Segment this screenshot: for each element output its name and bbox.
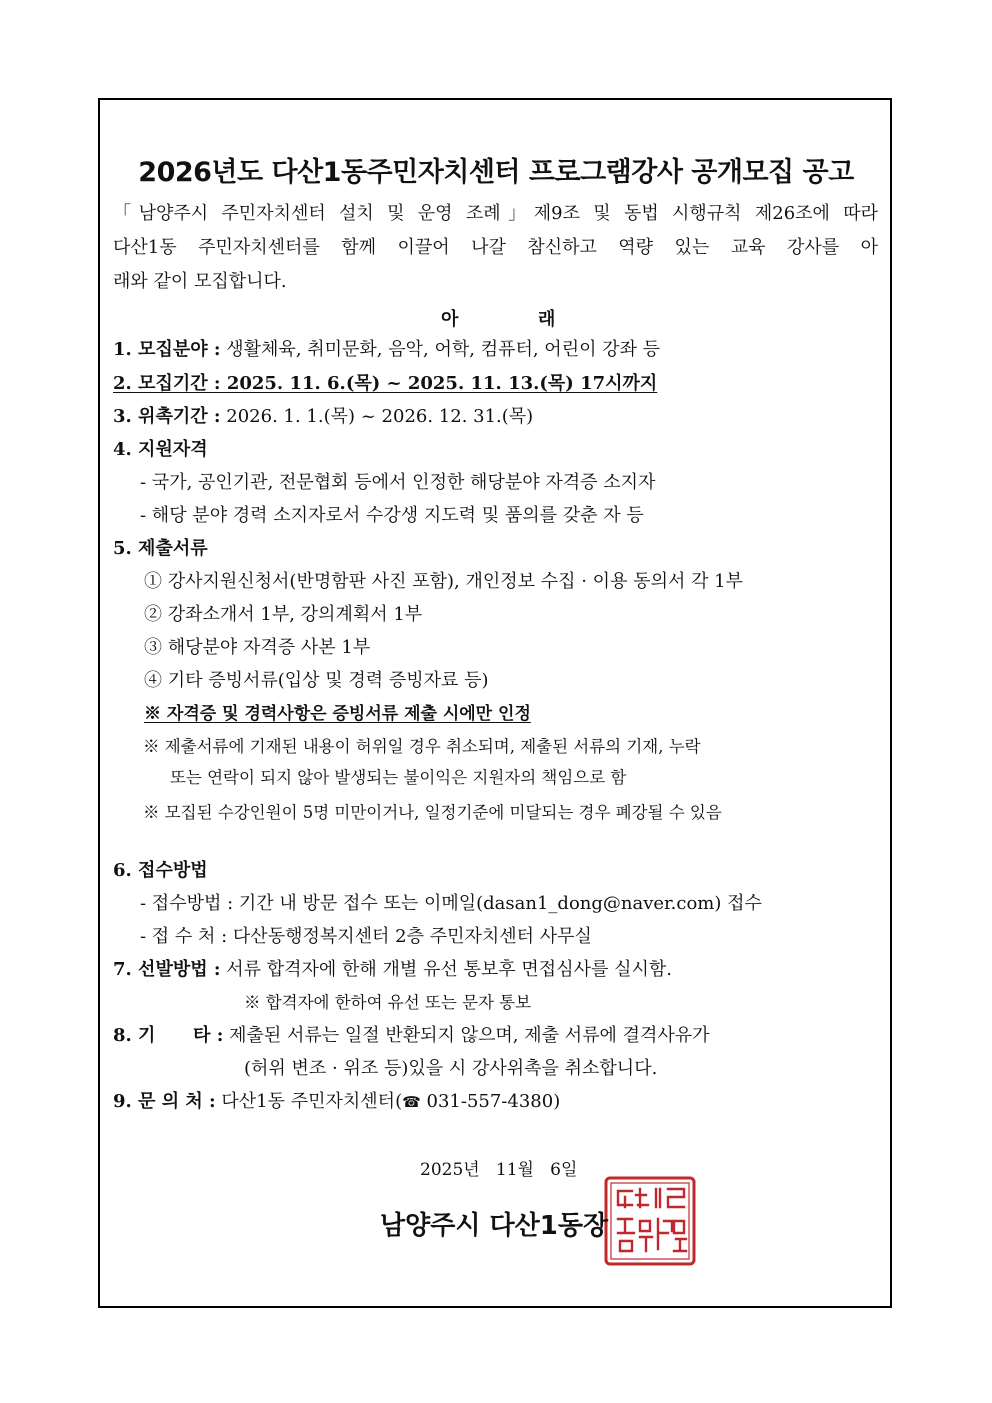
signature: 남양주시 다산1동장 — [380, 1211, 609, 1241]
docs-line-4: ④ 기타 증빙서류(입상 및 경력 증빙자료 등) — [144, 670, 489, 691]
docs-note-bold: ※ 자격증 및 경력사항은 증빙서류 제출 시에만 인정 — [144, 704, 531, 724]
select-note: ※ 합격자에 한하여 유선 또는 문자 통보 — [244, 993, 532, 1012]
intro-line-2: 다산1동 주민자치센터를 함께 이끌어 나갈 참신하고 역량 있는 교육 강사를 아 — [113, 237, 878, 258]
receipt-line-1: - 접수방법 : 기간 내 방문 접수 또는 이메일(dasan1_dong@naver.com) 접수 — [140, 893, 762, 914]
intro-line-3: 래와 같이 모집합니다. — [113, 271, 287, 292]
item-period-value: 2025. 11. 6.(목) ~ 2025. 11. 13.(목) 17시까지 — [226, 373, 658, 394]
item-field — [113, 338, 660, 362]
docs-note-2: ※ 모집된 수강인원이 5명 미만이거나, 일정기준에 미달되는 경우 폐강될 수 있음 — [143, 803, 722, 822]
item-contact-label: 9. 문 의 처 : — [113, 1091, 216, 1112]
item-term-label: 3. 위촉기간 : — [113, 406, 221, 427]
docs-line-2: ② 강좌소개서 1부, 강의계획서 1부 — [144, 604, 423, 625]
item-period — [113, 372, 657, 396]
heading-char-a: 아 — [441, 309, 459, 330]
docs-line-3: ③ 해당분야 자격증 사본 1부 — [144, 637, 371, 658]
item-qual-label: 4. 지원자격 — [113, 439, 208, 460]
item-term — [113, 405, 533, 429]
item-contact — [113, 1090, 560, 1114]
item-period-label: 2. 모집기간 : 2025. 11. 6.(목) ~ 2025. 11. 13.(목) 17시까지 — [113, 373, 658, 394]
item-field-value: 생활체육, 취미문화, 음악, 어학, 컴퓨터, 어린이 강좌 등 — [226, 339, 661, 360]
heading-char-r: 래 — [538, 309, 556, 330]
item-etc-label: 8. 기 타 : — [113, 1025, 224, 1046]
item-term-value: 2026. 1. 1.(목) ~ 2026. 12. 31.(목) — [226, 406, 534, 427]
item-etc — [113, 1024, 710, 1048]
docs-line-1: ① 강사지원신청서(반명함판 사진 포함), 개인정보 수집 · 이용 동의서 각 1부 — [144, 571, 744, 592]
qual-line-2: - 해당 분야 경력 소지자로서 수강생 지도력 및 품의를 갖춘 자 등 — [140, 505, 644, 526]
issue-date: 2025년 11월 6일 — [420, 1160, 578, 1180]
item-etc-value-1: 제출된 서류는 일절 반환되지 않으며, 제출 서류에 결격사유가 — [229, 1025, 710, 1046]
phone-icon: ☎ — [402, 1093, 421, 1111]
docs-note-1b: 또는 연락이 되지 않아 발생되는 불이익은 지원자의 책임으로 함 — [170, 768, 627, 787]
docs-note-1a: ※ 제출서류에 기재된 내용이 허위일 경우 취소되며, 제출된 서류의 기재, 누락 — [143, 737, 701, 756]
item-select-value: 서류 합격자에 한해 개별 유선 통보후 면접심사를 실시함. — [226, 959, 672, 980]
official-seal-icon — [602, 1175, 698, 1267]
intro-line-1: 「남양주시 주민자치센터 설치 및 운영 조례」제9조 및 동법 시행규칙 제26조에 따라 — [113, 203, 878, 224]
item-field-label: 1. 모집분야 : — [113, 339, 221, 360]
item-etc-value-2: (허위 변조 · 위조 등)있을 시 강사위촉을 취소합니다. — [244, 1058, 658, 1079]
item-contact-number: 031-557-4380) — [420, 1091, 561, 1112]
qual-line-1: - 국가, 공인기관, 전문협회 등에서 인정한 해당분야 자격증 소지자 — [140, 472, 656, 493]
item-select-label: 7. 선발방법 : — [113, 959, 221, 980]
receipt-line-2: - 접 수 처 : 다산동행정복지센터 2층 주민자치센터 사무실 — [140, 926, 592, 947]
item-select — [113, 958, 672, 982]
page-title: 2026년도 다산1동주민자치센터 프로그램강사 공개모집 공고 — [138, 157, 854, 188]
item-receipt-label: 6. 접수방법 — [113, 860, 208, 881]
item-contact-prefix: 다산1동 주민자치센터( — [221, 1091, 403, 1112]
item-docs-label: 5. 제출서류 — [113, 538, 208, 559]
